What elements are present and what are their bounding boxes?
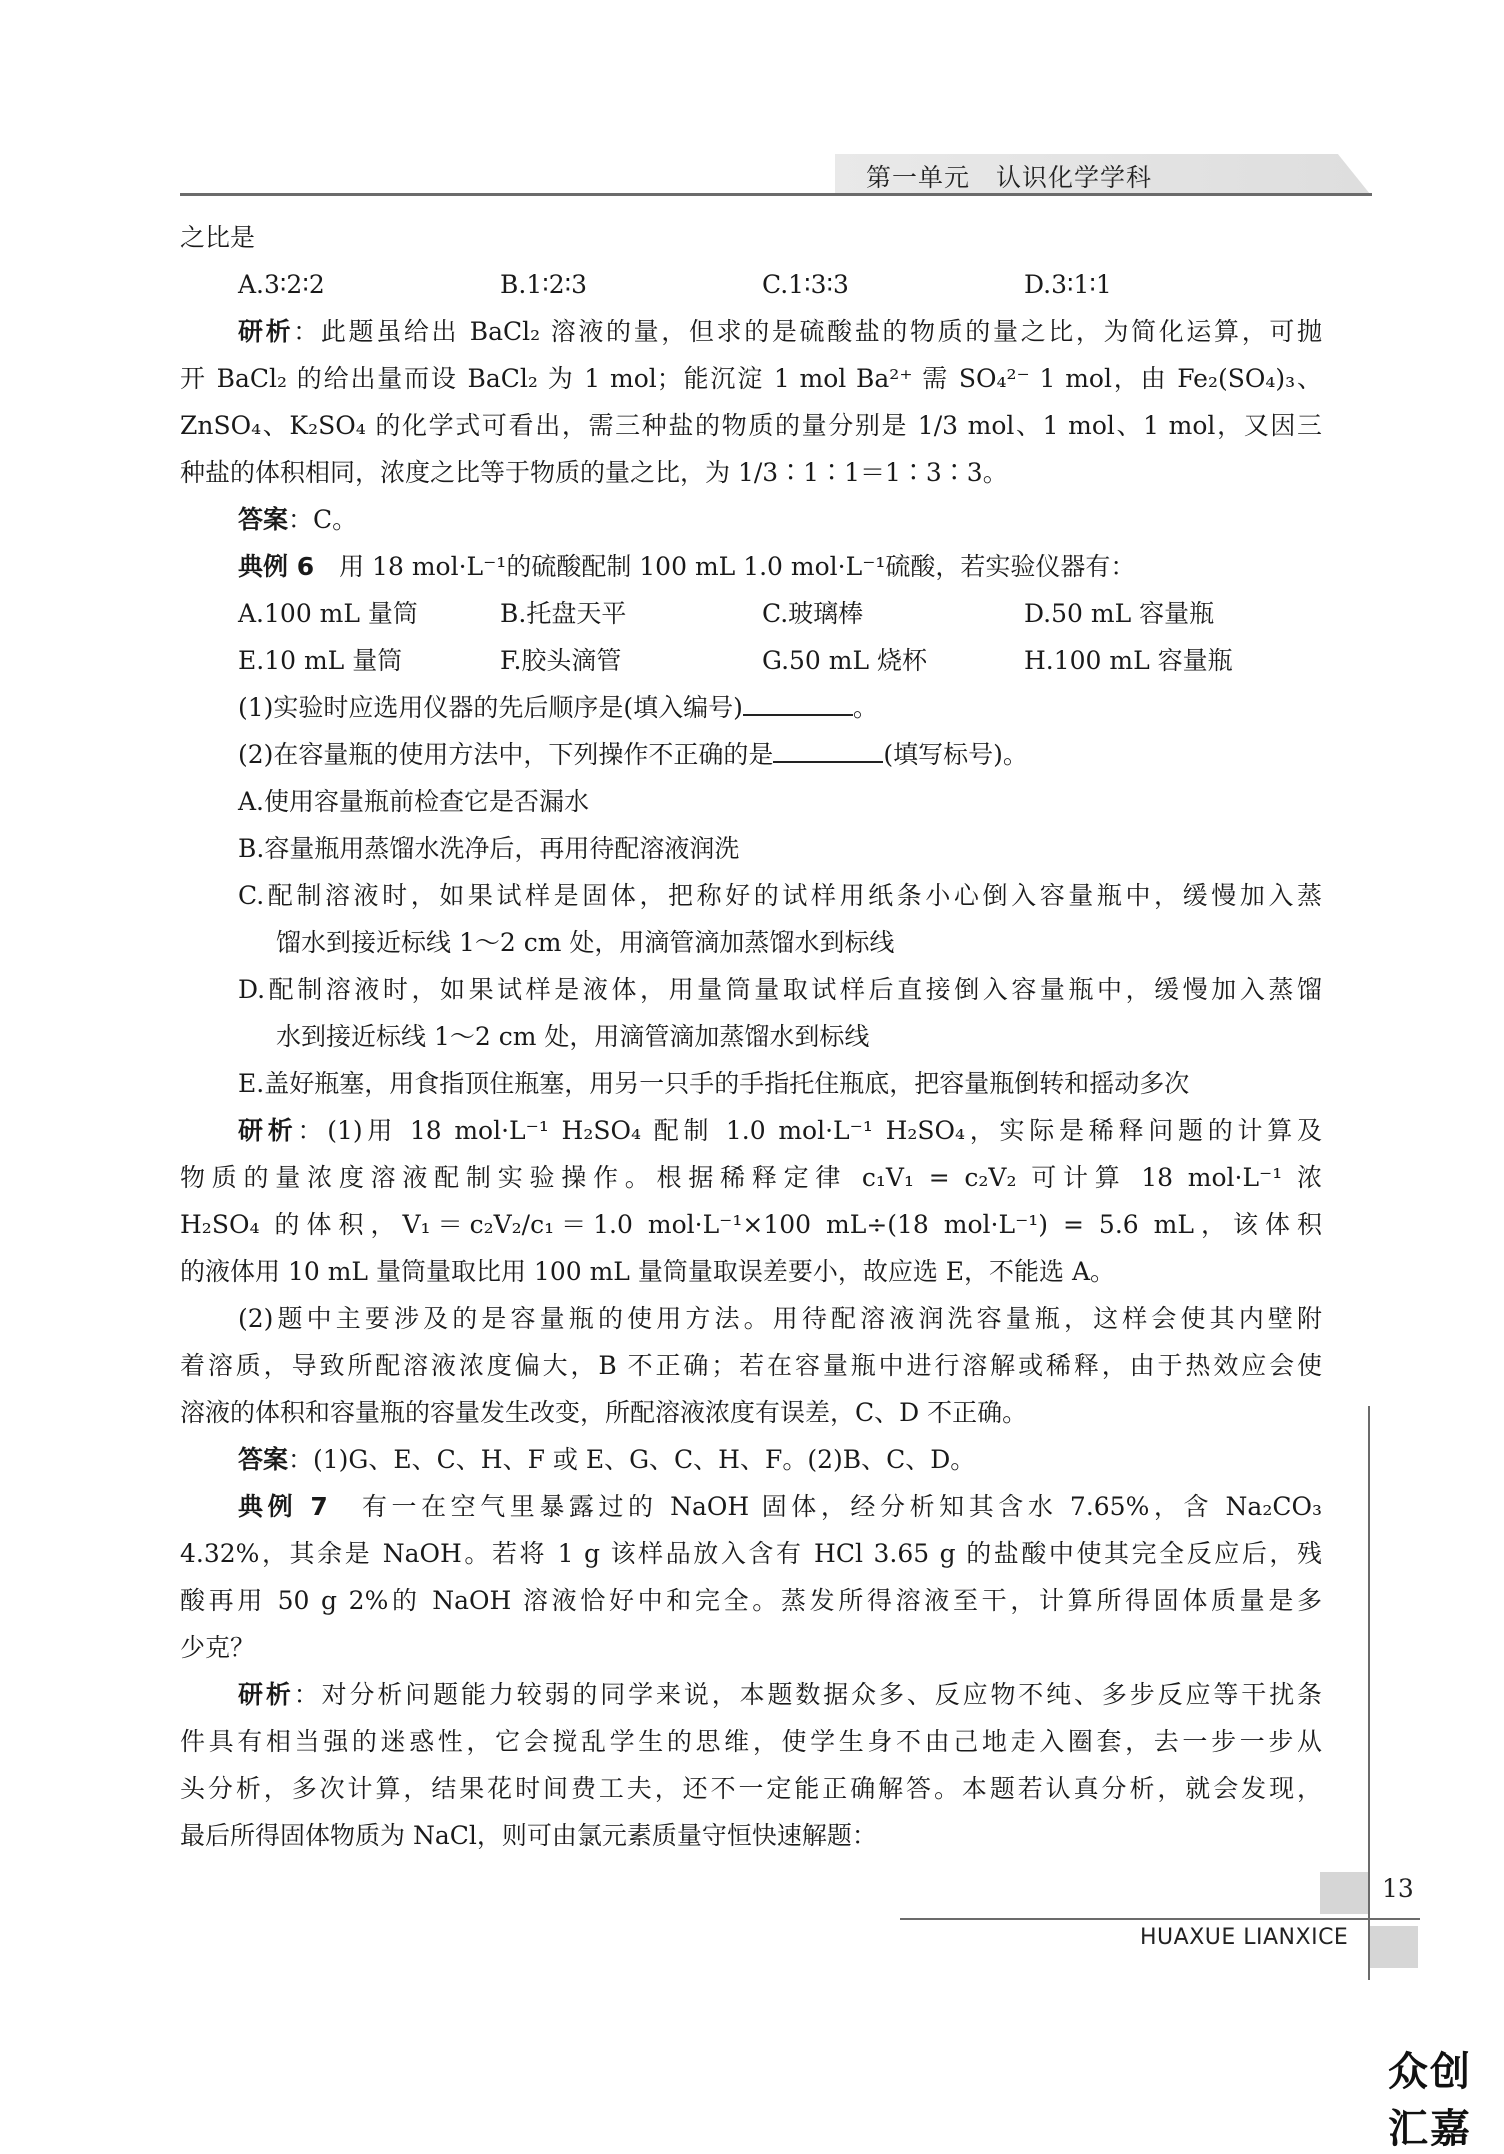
page-number-box bbox=[1370, 1926, 1418, 1968]
fill-blank bbox=[773, 731, 883, 763]
analysis-text: ：此题虽给出 BaCl₂ 溶液的量，但求的是硫酸盐的物质的量之比，为简化运算，可抛 bbox=[293, 317, 1322, 346]
page-body bbox=[180, 214, 1322, 1859]
analysis-line bbox=[180, 1671, 1322, 1718]
analysis-label: 研析 bbox=[238, 317, 294, 346]
option-a: A.3∶2∶2 bbox=[238, 270, 325, 299]
margin-rule bbox=[1368, 1406, 1370, 1980]
answer-options-row bbox=[180, 261, 1322, 308]
choice-d-cont: 水到接近标线 1～2 cm 处，用滴管滴加蒸馏水到标线 bbox=[276, 1022, 870, 1051]
example-label: 典例 7 bbox=[238, 1492, 328, 1521]
analysis-label: 研析 bbox=[238, 1116, 298, 1145]
analysis-text: ：(1)用 18 mol·L⁻¹ H₂SO₄ 配制 1.0 mol·L⁻¹ H₂SO₄，实际是稀释问题的计算及 bbox=[297, 1116, 1322, 1145]
analysis-line: ZnSO₄、K₂SO₄ 的化学式可看出，需三种盐的物质的量分别是 1/3 mol、1 mol、1 mol，又因三 bbox=[180, 411, 1322, 440]
option-f: F.胶头滴管 bbox=[500, 646, 622, 675]
instrument-options-row bbox=[180, 590, 1322, 637]
example-text: 用 18 mol·L⁻¹的硫酸配制 100 mL 1.0 mol·L⁻¹硫酸，若实验仪器有： bbox=[314, 552, 1136, 581]
answer-label: 答案 bbox=[238, 505, 289, 534]
watermark: 众创汇嘉 bbox=[1388, 2049, 1472, 2152]
question-text: (1)实验时应选用仪器的先后顺序是(填入编号) bbox=[238, 693, 743, 722]
option-d: D.50 mL 容量瓶 bbox=[1024, 599, 1215, 628]
analysis-line: 开 BaCl₂ 的给出量而设 BaCl₂ 为 1 mol；能沉淀 1 mol Ba²⁺ 需 SO₄²⁻ 1 mol，由 Fe₂(SO₄)₃、 bbox=[180, 364, 1322, 393]
example-6-heading bbox=[180, 543, 1322, 590]
example-text: 有一在空气里暴露过的 NaOH 固体，经分析知其含水 7.65%，含 Na₂CO₃ bbox=[327, 1492, 1322, 1521]
analysis-text: ：对分析问题能力较弱的同学来说，本题数据众多、反应物不纯、多步反应等干扰条 bbox=[293, 1680, 1322, 1709]
option-g: G.50 mL 烧杯 bbox=[762, 646, 928, 675]
choice-b: B.容量瓶用蒸馏水洗净后，再用待配溶液润洗 bbox=[238, 834, 740, 863]
analysis-line: 最后所得固体物质为 NaCl，则可由氯元素质量守恒快速解题： bbox=[180, 1821, 877, 1850]
analysis-line: 着溶质，导致所配溶液浓度偏大，B 不正确；若在容量瓶中进行溶解或稀释，由于热效应会使 bbox=[180, 1351, 1322, 1380]
analysis-line bbox=[180, 308, 1322, 355]
analysis-label: 研析 bbox=[238, 1680, 294, 1709]
answer-text: ：(1)G、E、C、H、F 或 E、G、C、H、F。(2)B、C、D。 bbox=[288, 1445, 976, 1474]
option-c: C.1∶3∶3 bbox=[762, 270, 849, 299]
page-number-box bbox=[1320, 1872, 1368, 1914]
text-line: 之比是 bbox=[180, 223, 256, 252]
option-a: A.100 mL 量筒 bbox=[238, 599, 418, 628]
option-b: B.1∶2∶3 bbox=[500, 270, 588, 299]
question-2 bbox=[180, 731, 1322, 778]
option-b: B.托盘天平 bbox=[500, 599, 627, 628]
example-label: 典例 6 bbox=[238, 552, 315, 581]
analysis-line: 件具有相当强的迷惑性，它会搅乱学生的思维，使学生身不由己地走入圈套，去一步一步从 bbox=[180, 1727, 1322, 1756]
option-c: C.玻璃棒 bbox=[762, 599, 864, 628]
choice-c: C.配制溶液时，如果试样是固体，把称好的试样用纸条小心倒入容量瓶中，缓慢加入蒸 bbox=[238, 881, 1322, 910]
question-text: (填写标号)。 bbox=[883, 740, 1028, 769]
option-d: D.3∶1∶1 bbox=[1024, 270, 1112, 299]
choice-d: D.配制溶液时，如果试样是液体，用量筒量取试样后直接倒入容量瓶中，缓慢加入蒸馏 bbox=[238, 975, 1322, 1004]
answer-line bbox=[180, 1436, 1322, 1483]
question-text: 。 bbox=[852, 693, 878, 722]
fill-blank bbox=[743, 684, 853, 716]
example-line: 酸再用 50 g 2%的 NaOH 溶液恰好中和完全。蒸发所得溶液至干，计算所得固体质量是多 bbox=[180, 1586, 1322, 1615]
analysis-line: (2)题中主要涉及的是容量瓶的使用方法。用待配溶液润洗容量瓶，这样会使其内壁附 bbox=[238, 1304, 1322, 1333]
choice-a: A.使用容量瓶前检查它是否漏水 bbox=[238, 787, 590, 816]
question-text: (2)在容量瓶的使用方法中，下列操作不正确的是 bbox=[238, 740, 774, 769]
running-header-title: 第一单元 认识化学学科 bbox=[866, 163, 1153, 192]
answer-text: ：C。 bbox=[288, 505, 358, 534]
question-1 bbox=[180, 684, 1322, 731]
analysis-line bbox=[180, 1107, 1322, 1154]
analysis-line: 溶液的体积和容量瓶的容量发生改变，所配溶液浓度有误差，C、D 不正确。 bbox=[180, 1398, 1028, 1427]
analysis-line: 种盐的体积相同，浓度之比等于物质的量之比，为 1/3∶1∶1＝1∶3∶3。 bbox=[180, 458, 1008, 487]
example-line: 4.32%，其余是 NaOH。若将 1 g 该样品放入含有 HCl 3.65 g 的盐酸中使其完全反应后，残 bbox=[180, 1539, 1322, 1568]
choice-c-cont: 馏水到接近标线 1～2 cm 处，用滴管滴加蒸馏水到标线 bbox=[276, 928, 895, 957]
analysis-line: H₂SO₄ 的体积，V₁＝c₂V₂/c₁＝1.0 mol·L⁻¹×100 mL÷(18 mol·L⁻¹) = 5.6 mL，该体积 bbox=[180, 1210, 1322, 1239]
answer-line bbox=[180, 496, 1322, 543]
footer-title: HUAXUE LIANXICE bbox=[1140, 1925, 1349, 1950]
example-7-heading bbox=[180, 1483, 1322, 1530]
option-h: H.100 mL 容量瓶 bbox=[1024, 646, 1233, 675]
example-line: 少克？ bbox=[180, 1633, 256, 1662]
option-e: E.10 mL 量筒 bbox=[238, 646, 403, 675]
instrument-options-row bbox=[180, 637, 1322, 684]
header-rule bbox=[180, 193, 1372, 196]
page-number: 13 bbox=[1382, 1874, 1414, 1903]
analysis-line: 头分析，多次计算，结果花时间费工夫，还不一定能正确解答。本题若认真分析，就会发现， bbox=[180, 1774, 1322, 1803]
choice-e: E.盖好瓶塞，用食指顶住瓶塞，用另一只手的手指托住瓶底，把容量瓶倒转和摇动多次 bbox=[238, 1069, 1190, 1098]
analysis-line: 的液体用 10 mL 量筒量取比用 100 mL 量筒量取误差要小，故应选 E，不能选 A。 bbox=[180, 1257, 1116, 1286]
analysis-line: 物质的量浓度溶液配制实验操作。根据稀释定律 c₁V₁ = c₂V₂ 可计算 18 mol·L⁻¹ 浓 bbox=[180, 1163, 1322, 1192]
answer-label: 答案 bbox=[238, 1445, 289, 1474]
footer-rule bbox=[900, 1918, 1420, 1920]
